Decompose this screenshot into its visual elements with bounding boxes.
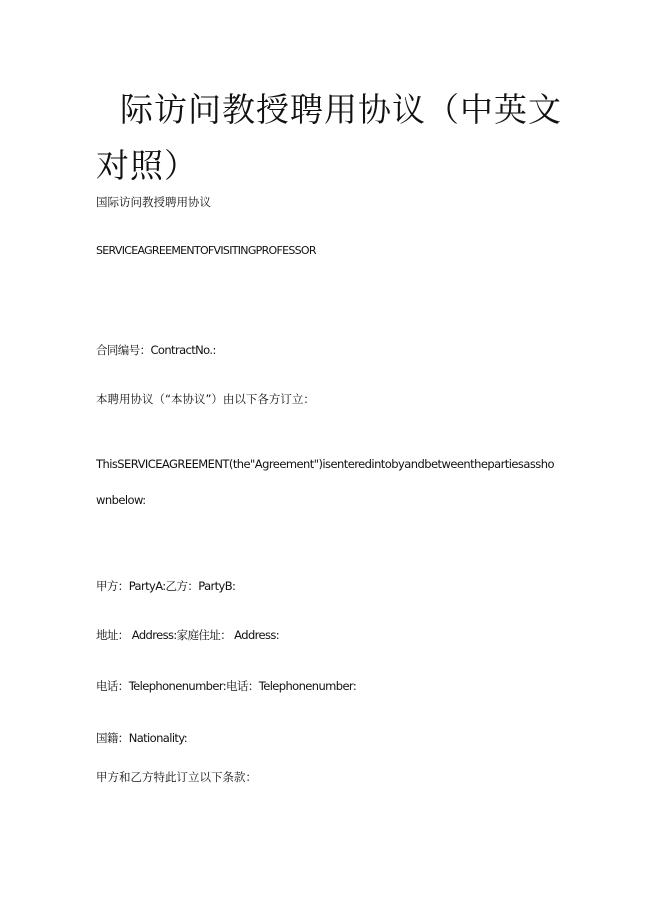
subtitle-chinese: 国际访问教授聘用协议: [96, 195, 211, 209]
telephone-line: 电话：Telephonenumber:电话：Telephonenumber:: [96, 679, 357, 693]
document-title: 际访问教授聘用协议（中英文对照）: [96, 90, 562, 185]
nationality-line: 国籍：Nationality:: [96, 731, 187, 745]
subtitle-english: SERVICEAGREEMENTOFVISITINGPROFESSOR: [96, 244, 316, 257]
contract-number-line: 合同编号：ContractNo.:: [96, 343, 216, 357]
terms-intro-line: 甲方和乙方特此订立以下条款：: [96, 770, 257, 784]
parties-line: 甲方：PartyA:乙方：PartyB:: [96, 579, 236, 593]
intro-chinese: 本聘用协议（“本协议”）由以下各方订立：: [96, 392, 315, 406]
address-line: 地址： Address:家庭住址： Address:: [96, 628, 280, 642]
intro-english: ThisSERVICEAGREEMENT(the"Agreement")isenteredintobyandbetweenthepartiesasshownbelow:: [96, 457, 554, 507]
